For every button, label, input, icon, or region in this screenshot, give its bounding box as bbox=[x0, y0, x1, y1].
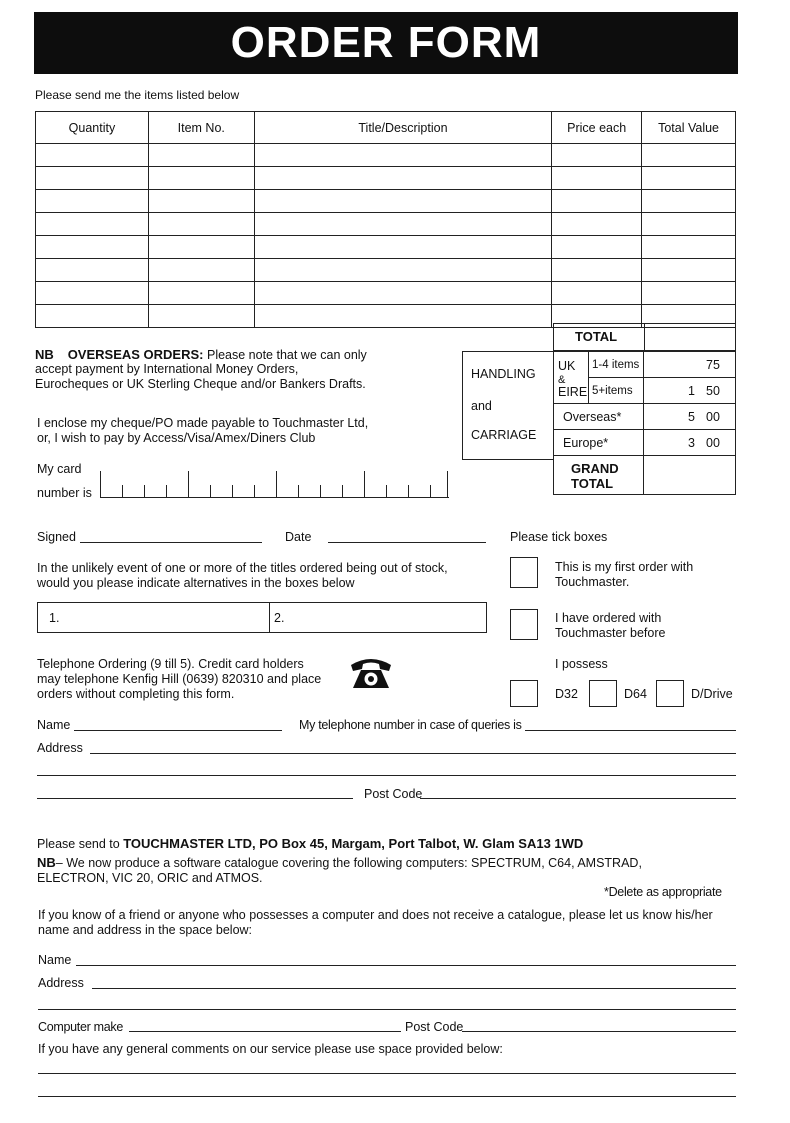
friend-text-1: If you know of a friend or anyone who possesses a computer and does not receive a catalogue, please let us know his/her bbox=[38, 908, 713, 922]
grand-total-value-cell[interactable] bbox=[643, 455, 736, 495]
overseas-text-2: accept payment by International Money Orders, bbox=[35, 362, 299, 376]
title-cell[interactable] bbox=[254, 190, 552, 213]
europe-pounds: 3 bbox=[688, 436, 695, 450]
send-to-line bbox=[37, 836, 583, 852]
comments-line-2[interactable] bbox=[38, 1096, 736, 1097]
address-line-1[interactable] bbox=[90, 753, 736, 754]
friend-name-label: Name bbox=[38, 953, 72, 967]
card-digit-divider bbox=[232, 485, 233, 497]
overseas-line-1 bbox=[35, 347, 367, 363]
card-label-1: My card bbox=[37, 462, 82, 476]
table-row bbox=[36, 282, 736, 305]
price-cell[interactable] bbox=[552, 236, 642, 259]
catalogue-nb: NB bbox=[37, 855, 56, 870]
date-label: Date bbox=[285, 530, 312, 544]
friend-address-label: Address bbox=[38, 976, 84, 990]
delete-note: *Delete as appropriate bbox=[604, 885, 722, 899]
items-5-plus-pence: 50 bbox=[706, 384, 720, 398]
d64-checkbox[interactable] bbox=[589, 680, 617, 707]
quantity-cell[interactable] bbox=[36, 167, 149, 190]
overseas-text-3: Eurocheques or UK Sterling Cheque and/or Bankers Drafts. bbox=[35, 377, 366, 391]
send-to-address: TOUCHMASTER LTD, PO Box 45, Margam, Port Talbot, W. Glam SA13 1WD bbox=[123, 836, 584, 851]
date-line[interactable] bbox=[328, 542, 486, 543]
europe-pence: 00 bbox=[706, 436, 720, 450]
first-order-text-2: Touchmaster. bbox=[555, 575, 630, 589]
ddrive-label: D/Drive bbox=[691, 687, 733, 701]
carriage-label: CARRIAGE bbox=[471, 428, 537, 442]
ordered-before-text-1: I have ordered with bbox=[555, 611, 662, 625]
alternative-2-label: 2. bbox=[274, 611, 285, 625]
total-label: TOTAL bbox=[575, 329, 618, 344]
payment-text-2: or, I wish to pay by Access/Visa/Amex/Diners Club bbox=[37, 431, 316, 445]
amp-label: & bbox=[558, 374, 566, 386]
d32-checkbox[interactable] bbox=[510, 680, 538, 707]
table-header-row bbox=[36, 112, 736, 144]
quantity-cell[interactable] bbox=[36, 236, 149, 259]
signed-label: Signed bbox=[37, 530, 76, 544]
alternative-2-input[interactable] bbox=[270, 602, 487, 633]
overseas-heading: OVERSEAS ORDERS: bbox=[67, 347, 204, 362]
card-digit-divider bbox=[144, 485, 145, 497]
card-digit-divider bbox=[364, 471, 365, 497]
grand-label: GRAND bbox=[571, 461, 619, 476]
price-cell[interactable] bbox=[552, 167, 642, 190]
d64-label: D64 bbox=[624, 687, 647, 701]
card-number-input[interactable] bbox=[100, 472, 449, 498]
col-price: Price each bbox=[552, 112, 642, 144]
card-digit-divider bbox=[342, 485, 343, 497]
comments-line-1[interactable] bbox=[38, 1073, 736, 1074]
comments-label: If you have any general comments on our service please use space provided below: bbox=[38, 1042, 503, 1056]
telephone-text-1: Telephone Ordering (9 till 5). Credit card holders bbox=[37, 657, 304, 671]
and-label: and bbox=[471, 399, 492, 413]
total-value-cell[interactable] bbox=[644, 323, 736, 351]
items-table bbox=[35, 111, 736, 328]
overseas-pounds: 5 bbox=[688, 410, 695, 424]
ordered-before-text-2: Touchmaster before bbox=[555, 626, 666, 640]
d32-label: D32 bbox=[555, 687, 578, 701]
alternatives-text-1: In the unlikely event of one or more of the titles ordered being out of stock, bbox=[37, 561, 448, 575]
grand-total-label: TOTAL bbox=[571, 476, 614, 491]
friend-address-line-1[interactable] bbox=[92, 988, 736, 989]
total-cell[interactable] bbox=[642, 259, 736, 282]
tick-label: Please tick boxes bbox=[510, 530, 608, 544]
signature-line[interactable] bbox=[80, 542, 262, 543]
address-line-2[interactable] bbox=[37, 775, 736, 776]
title-cell[interactable] bbox=[254, 236, 552, 259]
friend-text-2: name and address in the space below: bbox=[38, 923, 253, 937]
title-cell[interactable] bbox=[254, 167, 552, 190]
name-label: Name bbox=[37, 718, 71, 732]
postcode-label: Post Code bbox=[364, 787, 423, 801]
alternatives-text-2: would you please indicate alternatives in the boxes below bbox=[37, 576, 355, 590]
eire-label: EIRE bbox=[558, 385, 588, 399]
quantity-cell[interactable] bbox=[36, 282, 149, 305]
telephone-icon bbox=[349, 655, 393, 691]
overseas-text-1: Please note that we can only bbox=[206, 348, 367, 362]
quantity-cell[interactable] bbox=[36, 144, 149, 167]
table-row bbox=[36, 167, 736, 190]
total-cell[interactable] bbox=[642, 190, 736, 213]
items-5-plus-label: 5+items bbox=[592, 385, 633, 397]
alternative-1-label: 1. bbox=[49, 611, 60, 625]
title-cell[interactable] bbox=[254, 259, 552, 282]
friend-address-line-2[interactable] bbox=[38, 1009, 736, 1010]
send-to-prefix: Please send to bbox=[37, 837, 120, 851]
europe-label: Europe* bbox=[563, 436, 609, 450]
card-digit-divider bbox=[430, 485, 431, 497]
address-label: Address bbox=[37, 741, 83, 755]
total-cell[interactable] bbox=[642, 167, 736, 190]
telephone-query-line[interactable] bbox=[525, 730, 736, 731]
card-digit-divider bbox=[122, 485, 123, 497]
page-title: ORDER FORM bbox=[230, 18, 542, 67]
card-digit-divider bbox=[188, 471, 189, 497]
total-cell[interactable] bbox=[642, 213, 736, 236]
price-cell[interactable] bbox=[552, 259, 642, 282]
quantity-cell[interactable] bbox=[36, 213, 149, 236]
possess-label: I possess bbox=[555, 657, 608, 671]
catalogue-text-2: ELECTRON, VIC 20, ORIC and ATMOS. bbox=[37, 871, 263, 885]
table-row bbox=[36, 190, 736, 213]
item-no-cell[interactable] bbox=[148, 282, 254, 305]
item-no-cell[interactable] bbox=[148, 236, 254, 259]
handling-label: HANDLING bbox=[471, 367, 536, 381]
items-1-4-value: 75 bbox=[706, 358, 720, 372]
title-cell[interactable] bbox=[254, 305, 552, 328]
postcode-line[interactable] bbox=[420, 798, 736, 799]
title-cell[interactable] bbox=[254, 213, 552, 236]
col-item-no: Item No. bbox=[148, 112, 254, 144]
card-digit-divider bbox=[166, 485, 167, 497]
friend-postcode-label: Post Code bbox=[405, 1020, 464, 1034]
item-no-cell[interactable] bbox=[148, 167, 254, 190]
card-digit-divider bbox=[298, 485, 299, 497]
card-digit-divider bbox=[254, 485, 255, 497]
friend-postcode-line[interactable] bbox=[462, 1031, 736, 1032]
catalogue-text-1: – We now produce a software catalogue covering the following computers: SPECTRUM, C64, AMSTRAD, bbox=[55, 856, 642, 870]
telephone-text-2: may telephone Kenfig Hill (0639) 820310 and place bbox=[37, 672, 322, 686]
uk-label: UK bbox=[558, 359, 576, 373]
item-no-cell[interactable] bbox=[148, 305, 254, 328]
ordered-before-checkbox[interactable] bbox=[510, 609, 538, 640]
table-row bbox=[36, 236, 736, 259]
overseas-pence: 00 bbox=[706, 410, 720, 424]
total-cell[interactable] bbox=[642, 236, 736, 259]
title-cell[interactable] bbox=[254, 144, 552, 167]
item-no-cell[interactable] bbox=[148, 144, 254, 167]
nb-label: NB bbox=[35, 347, 54, 362]
col-title: Title/Description bbox=[254, 112, 552, 144]
name-line[interactable] bbox=[74, 730, 282, 731]
card-digit-divider bbox=[210, 485, 211, 497]
table-row bbox=[36, 144, 736, 167]
col-quantity: Quantity bbox=[36, 112, 149, 144]
item-no-cell[interactable] bbox=[148, 259, 254, 282]
friend-name-line[interactable] bbox=[76, 965, 736, 966]
table-row bbox=[36, 213, 736, 236]
intro-text: Please send me the items listed below bbox=[35, 88, 240, 102]
item-no-cell[interactable] bbox=[148, 213, 254, 236]
quantity-cell[interactable] bbox=[36, 259, 149, 282]
item-no-cell[interactable] bbox=[148, 190, 254, 213]
computer-make-label: Computer make bbox=[38, 1020, 124, 1034]
card-digit-divider bbox=[447, 471, 448, 497]
quantity-cell[interactable] bbox=[36, 305, 149, 328]
price-cell[interactable] bbox=[552, 213, 642, 236]
payment-text-1: I enclose my cheque/PO made payable to Touchmaster Ltd, bbox=[37, 416, 369, 430]
quantity-cell[interactable] bbox=[36, 190, 149, 213]
table-row bbox=[36, 259, 736, 282]
total-cell[interactable] bbox=[642, 282, 736, 305]
card-digit-divider bbox=[100, 471, 101, 497]
computer-make-line[interactable] bbox=[129, 1031, 401, 1032]
telephone-text-3: orders without completing this form. bbox=[37, 687, 235, 701]
col-total: Total Value bbox=[642, 112, 736, 144]
title-bar bbox=[34, 12, 738, 74]
telephone-query-label: My telephone number in case of queries is bbox=[299, 718, 522, 732]
card-digit-divider bbox=[320, 485, 321, 497]
items-5-plus-pounds: 1 bbox=[688, 384, 695, 398]
items-1-4-label: 1-4 items bbox=[592, 359, 640, 371]
card-digit-divider bbox=[408, 485, 409, 497]
card-digit-divider bbox=[276, 471, 277, 497]
catalogue-line-1 bbox=[37, 855, 642, 871]
address-line-3[interactable] bbox=[37, 798, 353, 799]
ddrive-checkbox[interactable] bbox=[656, 680, 684, 707]
alternative-1-input[interactable] bbox=[37, 602, 269, 633]
items-1-4-value-cell bbox=[643, 351, 736, 378]
first-order-checkbox[interactable] bbox=[510, 557, 538, 588]
card-label-2: number is bbox=[37, 486, 92, 500]
price-cell[interactable] bbox=[552, 190, 642, 213]
card-digit-divider bbox=[386, 485, 387, 497]
title-cell[interactable] bbox=[254, 282, 552, 305]
overseas-label: Overseas* bbox=[563, 410, 622, 424]
price-cell[interactable] bbox=[552, 144, 642, 167]
price-cell[interactable] bbox=[552, 282, 642, 305]
total-cell[interactable] bbox=[642, 144, 736, 167]
first-order-text-1: This is my first order with bbox=[555, 560, 694, 574]
